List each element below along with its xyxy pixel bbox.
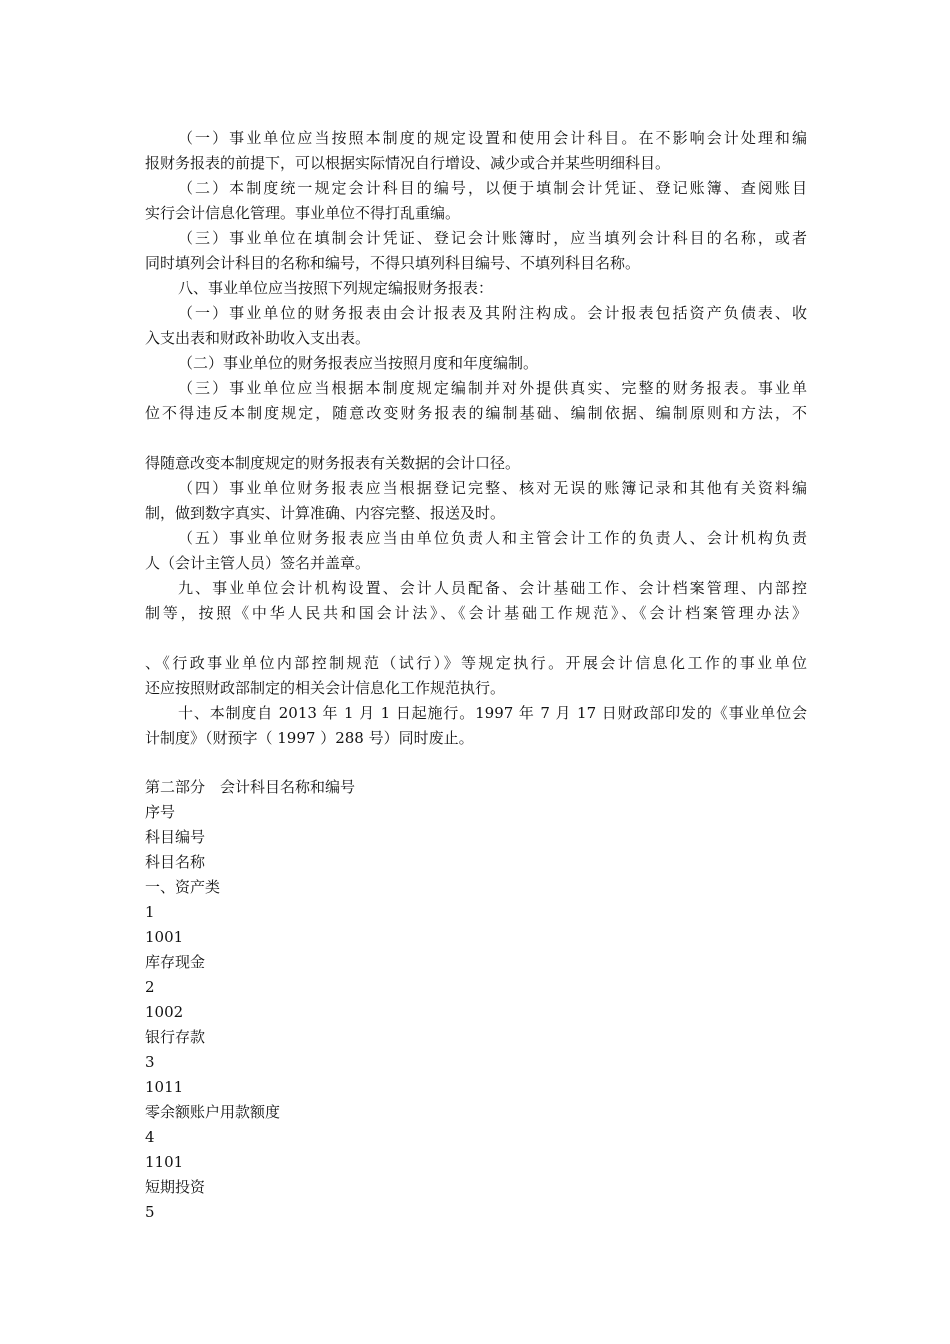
list-item: 零余额账户用款额度	[145, 1103, 281, 1121]
section-title: 第二部分 会计科目名称和编号	[145, 778, 356, 796]
paragraph-line: （四）事业单位财务报表应当根据登记完整、核对无误的账簿记录和其他有关资料编	[178, 479, 807, 497]
paragraph-line: 十、本制度自 2013 年 1 月 1 日起施行。1997 年 7 月 17 日财政部印发的《事业单位会	[178, 704, 807, 722]
paragraph-line: 计制度》（财预字（ 1997 ）288 号）同时废止。	[145, 729, 474, 747]
paragraph-line: 制等，按照《中华人民共和国会计法》、《会计基础工作规范》、《会计档案管理办法》	[145, 604, 807, 622]
paragraph-line: 得随意改变本制度规定的财务报表有关数据的会计口径。	[145, 454, 521, 472]
paragraph-line: 人（会计主管人员）签名并盖章。	[145, 554, 371, 572]
paragraph-line: （二）事业单位的财务报表应当按照月度和年度编制。	[178, 354, 539, 372]
list-item: 银行存款	[145, 1028, 206, 1046]
list-item: 一、资产类	[145, 878, 221, 896]
paragraph-line: 制，做到数字真实、计算准确、内容完整、报送及时。	[145, 504, 506, 522]
paragraph-line: 九、事业单位会计机构设置、会计人员配备、会计基础工作、会计档案管理、内部控	[178, 579, 807, 597]
list-item: 短期投资	[145, 1178, 206, 1196]
paragraph-line: 还应按照财政部制定的相关会计信息化工作规范执行。	[145, 679, 506, 697]
paragraph-line: 八、事业单位应当按照下列规定编报财务报表：	[178, 279, 494, 297]
paragraph-line: （三）事业单位在填制会计凭证、登记会计账簿时，应当填列会计科目的名称，或者	[178, 229, 807, 247]
list-item: 1	[145, 903, 155, 921]
paragraph-line: （一）事业单位的财务报表由会计报表及其附注构成。会计报表包括资产负债表、收	[178, 304, 807, 322]
paragraph-line: 报财务报表的前提下，可以根据实际情况自行增设、减少或合并某些明细科目。	[145, 154, 671, 172]
paragraph-line: 、《行政事业单位内部控制规范（试行）》等规定执行。开展会计信息化工作的事业单位	[145, 654, 807, 672]
list-item: 科目名称	[145, 853, 206, 871]
list-item: 1001	[145, 928, 184, 946]
list-item: 1011	[145, 1078, 184, 1096]
paragraph-line: 位不得违反本制度规定，随意改变财务报表的编制基础、编制依据、编制原则和方法，不	[145, 404, 807, 422]
list-item: 科目编号	[145, 828, 206, 846]
paragraph-line: 入支出表和财政补助收入支出表。	[145, 329, 371, 347]
list-item: 4	[145, 1128, 155, 1146]
list-item: 库存现金	[145, 953, 206, 971]
paragraph-line: （二）本制度统一规定会计科目的编号，以便于填制会计凭证、登记账簿、查阅账目	[178, 179, 807, 197]
list-item: 1101	[145, 1153, 184, 1171]
paragraph-line: （五）事业单位财务报表应当由单位负责人和主管会计工作的负责人、会计机构负责	[178, 529, 807, 547]
list-item: 1002	[145, 1003, 184, 1021]
paragraph-line: 同时填列会计科目的名称和编号，不得只填列科目编号、不填列科目名称。	[145, 254, 641, 272]
list-item: 序号	[145, 803, 176, 821]
paragraph-line: （三）事业单位应当根据本制度规定编制并对外提供真实、完整的财务报表。事业单	[178, 379, 807, 397]
paragraph-line: （一）事业单位应当按照本制度的规定设置和使用会计科目。在不影响会计处理和编	[178, 129, 807, 147]
list-item: 3	[145, 1053, 155, 1071]
paragraph-line: 实行会计信息化管理。事业单位不得打乱重编。	[145, 204, 461, 222]
list-item: 2	[145, 978, 155, 996]
list-item: 5	[145, 1203, 155, 1221]
